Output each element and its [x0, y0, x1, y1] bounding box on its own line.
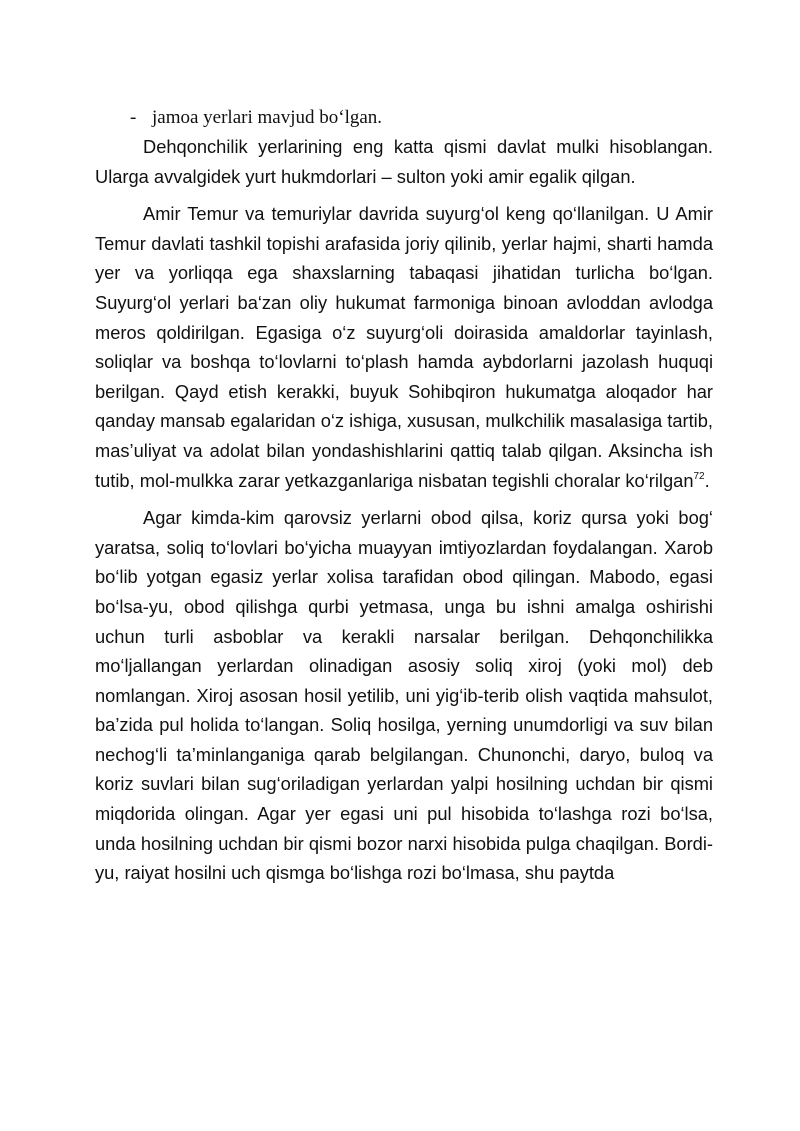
paragraph-2-tail: . [704, 469, 710, 491]
bullet-item [95, 103, 713, 132]
document-page [95, 100, 713, 888]
bullet-marker: - [130, 107, 137, 128]
paragraph-2 [95, 199, 713, 495]
paragraph-1: Dehqonchilik yerlarining eng katta qismi davlat mulki hisoblangan. Ularga avvalgidek yurt hukmdorlari – sulton yoki amir egalik qilgan. [95, 136, 713, 187]
footnote-reference[interactable]: 72 [693, 470, 705, 482]
paragraph-3: Agar kimda-kim qarovsiz yerlarni obod qilsa, koriz qursa yoki bog‘ yaratsa, soliq to‘lovlari bo‘yicha muayyan imtiyozlardan foydalangan. Xarob bo‘lib yotgan egasiz yerlar xolisa tarafidan obod qilingan. Mabodo, egasi bo‘lsa-yu, obod qilishga qurbi yetmasa, unga bu ishni amalga oshirishi uchun turli asboblar va kerakli narsalar berilgan. Dehqonchilikka mo‘ljallangan yerlardan olinadigan asosiy soliq xiroj (yoki mol) deb nomlangan. Xiroj asosan hosil yetilib, uni yig‘ib-terib olish vaqtida mahsulot, ba’zida pul holida to‘langan. Soliq hosilga, yerning unumdorligi va suv bilan nechog‘li ta’minlanganiga qarab belgilangan. Chunonchi, daryo, buloq va koriz suvlari bilan sug‘oriladigan yerlardan yalpi hosilning uchdan bir qismi miqdorida olingan. Agar yer egasi uni pul hisobida to‘lashga rozi bo‘lsa, unda hosilning uchdan bir qismi bozor narxi hisobida pulga chaqilgan. Bordi-yu, raiyat hosilni uch qismga bo‘lishga rozi bo‘lmasa, shu paytda [95, 507, 713, 884]
bullet-text: jamoa yerlari mavjud bo‘lgan. [152, 107, 383, 128]
paragraph-2-text: Amir Temur va temuriylar davrida suyurg‘ol keng qo‘llanilgan. U Amir Temur davlati tashkil topishi arafasida joriy qilinib, yerlar hajmi, sharti hamda yer va yorliqqa ega shaxslarning tabaqasi jihatidan turlicha bo‘lgan. Suyurg‘ol yerlari ba‘zan oliy hukumat farmoniga binoan avloddan avlodga meros qoldirilgan. Egasiga o‘z suyurg‘oli doirasida amaldorlar tayinlash, soliqlar va boshqa to‘lovlarni to‘plash hamda aybdorlarni jazolash huquqi berilgan. Qayd etish kerakki, buyuk Sohibqiron hukumatga aloqador har qanday mansab egalaridan o‘z ishiga, xususan, mulkchilik masalasiga tartib, mas’uliyat va adolat bilan yondashishlarini qattiq talab qilgan. Aksincha ish tutib, mol-mulkka zarar yetkazganlariga nisbatan tegishli choralar ko‘rilgan [95, 203, 713, 491]
